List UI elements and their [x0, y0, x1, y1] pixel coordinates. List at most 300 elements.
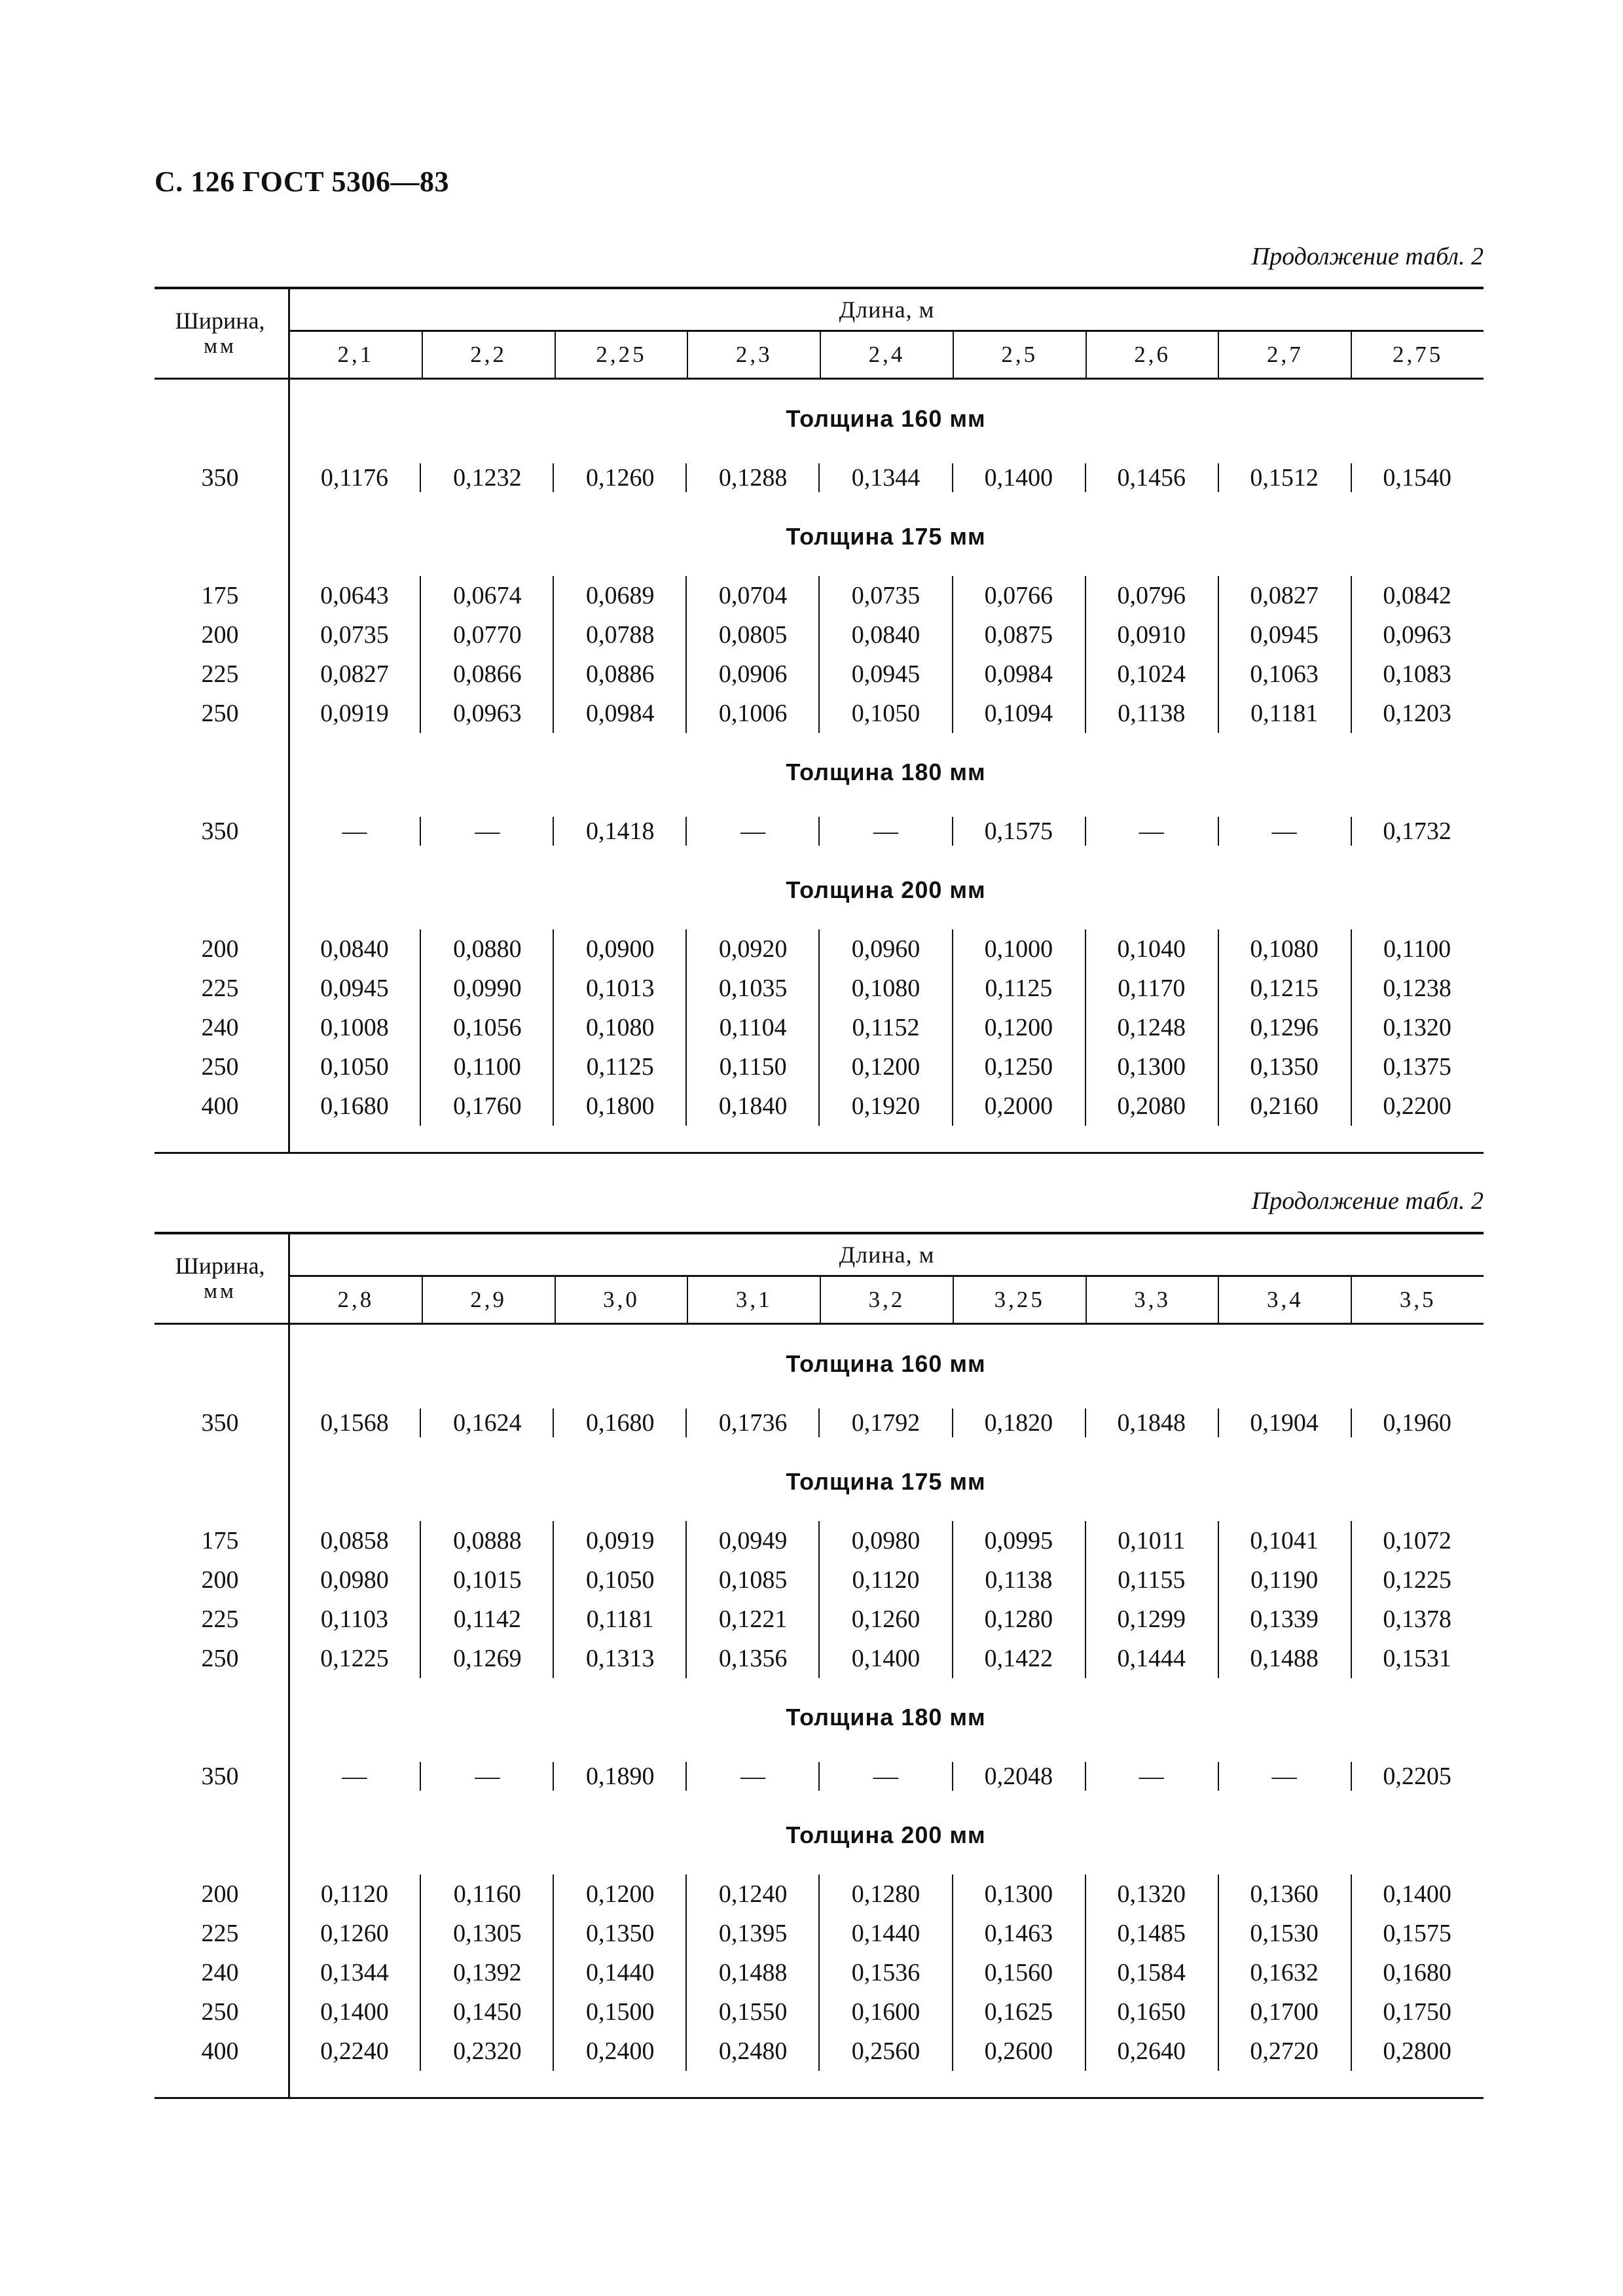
volume-value: 0,1500 — [585, 1998, 655, 2026]
volume-value: 0,1041 — [1250, 1527, 1319, 1554]
volume-value: 0,2080 — [1117, 1092, 1186, 1120]
length-column-header: 3,25 — [954, 1277, 1087, 1323]
table-row — [155, 1403, 1484, 1443]
row-values — [288, 1998, 1484, 2026]
thickness-section-title: Толщина 200 мм — [786, 1821, 986, 1848]
volume-value: 0,1238 — [1383, 975, 1451, 1002]
volume-value: 0,0858 — [320, 1527, 389, 1554]
volume-value: 0,2800 — [1383, 2037, 1451, 2065]
volume-value: 0,1422 — [984, 1645, 1053, 1672]
width-value: 350 — [201, 464, 239, 492]
volume-value: 0,1040 — [1117, 935, 1186, 963]
volume-value: 0,1250 — [984, 1053, 1053, 1081]
volume-value: 0,1200 — [984, 1014, 1053, 1041]
volume-value: 0,1350 — [1250, 1053, 1319, 1081]
volume-value: 0,1575 — [1383, 1920, 1451, 1947]
width-value: 200 — [201, 935, 239, 963]
table-tail-space — [155, 2071, 1484, 2097]
volume-value: 0,0840 — [320, 935, 389, 963]
table-row — [155, 615, 1484, 655]
volume-value: 0,1050 — [585, 1566, 655, 1594]
volume-value: 0,0842 — [1383, 582, 1451, 609]
thickness-section-title: Толщина 180 мм — [786, 1704, 986, 1731]
row-values — [288, 1644, 1484, 1673]
table-row — [155, 1757, 1484, 1796]
volume-value: — — [342, 1763, 367, 1790]
row-values — [288, 1880, 1484, 1909]
volume-value: 0,2000 — [984, 1092, 1053, 1120]
row-values — [288, 1052, 1484, 1081]
volume-value: 0,1103 — [320, 1605, 388, 1633]
length-column-header: 2,4 — [821, 332, 954, 378]
row-values — [288, 463, 1484, 492]
width-value: 240 — [201, 1959, 239, 1986]
length-column-header: 3,1 — [688, 1277, 821, 1323]
volume-value: 0,1248 — [1117, 1014, 1186, 1041]
volume-value: 0,0910 — [1117, 621, 1186, 649]
volume-value: 0,1650 — [1117, 1998, 1186, 2026]
row-values — [288, 1919, 1484, 1948]
table-row — [155, 969, 1484, 1008]
volume-value: 0,1138 — [985, 1566, 1053, 1594]
volume-value: 0,1260 — [851, 1605, 921, 1633]
table-header — [155, 1234, 1484, 1323]
volume-value: 0,1305 — [453, 1920, 522, 1947]
volume-value: 0,0919 — [320, 700, 389, 727]
volume-value: 0,1200 — [851, 1053, 921, 1081]
width-header-label: Ширина, — [175, 1252, 265, 1279]
thickness-group — [155, 1403, 1484, 1443]
volume-value: 0,1072 — [1383, 1527, 1451, 1554]
volume-value: 0,1375 — [1383, 1053, 1451, 1081]
volume-value: 0,0689 — [585, 582, 655, 609]
volume-value: 0,1488 — [718, 1959, 788, 1986]
volume-value: 0,1792 — [851, 1409, 921, 1437]
volume-value: 0,1800 — [585, 1092, 655, 1120]
length-header — [288, 289, 1484, 378]
volume-value: 0,0995 — [984, 1527, 1053, 1554]
volume-value: 0,1550 — [718, 1998, 788, 2026]
volume-value: 0,1181 — [1250, 700, 1319, 727]
thickness-section-title: Толщина 200 мм — [786, 876, 986, 903]
volume-value: 0,1080 — [1250, 935, 1319, 963]
volume-value: 0,1568 — [320, 1409, 389, 1437]
volume-value: 0,1350 — [585, 1920, 655, 1947]
volume-value: 0,0770 — [453, 621, 522, 649]
volume-value: 0,0796 — [1117, 582, 1186, 609]
volume-value: 0,1760 — [453, 1092, 522, 1120]
volume-value: 0,1530 — [1250, 1920, 1319, 1947]
volume-value: 0,1008 — [320, 1014, 389, 1041]
volume-value: 0,1512 — [1250, 464, 1319, 492]
volume-value: 0,1300 — [984, 1880, 1053, 1908]
volume-value: 0,0840 — [851, 621, 921, 649]
volume-value: 0,0766 — [984, 582, 1053, 609]
continuation-label: Продолжение табл. 2 — [1251, 1187, 1484, 1215]
volume-value: 0,1463 — [984, 1920, 1053, 1947]
row-values — [288, 2037, 1484, 2066]
volume-value: 0,1215 — [1250, 975, 1319, 1002]
length-column-header: 3,2 — [821, 1277, 954, 1323]
volume-value: 0,1632 — [1250, 1959, 1319, 1986]
volume-value: 0,1181 — [586, 1605, 654, 1633]
width-value: 200 — [201, 1566, 239, 1594]
table-row — [155, 1047, 1484, 1086]
volume-value: 0,0960 — [851, 935, 921, 963]
thickness-group — [155, 1521, 1484, 1678]
volume-value: 0,1540 — [1383, 464, 1451, 492]
row-values — [288, 581, 1484, 610]
width-header-unit: мм — [204, 334, 236, 359]
table-row — [155, 1953, 1484, 1992]
volume-value: 0,1820 — [984, 1409, 1053, 1437]
volume-value: 0,1170 — [1118, 975, 1186, 1002]
length-column-header: 2,9 — [423, 1277, 556, 1323]
volume-value: 0,1848 — [1117, 1409, 1186, 1437]
length-header-label: Длина, м — [290, 1234, 1484, 1277]
volume-value: 0,1440 — [851, 1920, 921, 1947]
width-value: 240 — [201, 1014, 239, 1041]
length-column-header: 2,75 — [1393, 342, 1444, 367]
volume-value: 0,0990 — [453, 975, 522, 1002]
volume-value: 0,2600 — [984, 2037, 1053, 2065]
volume-value: 0,1190 — [1250, 1566, 1319, 1594]
volume-value: 0,1624 — [453, 1409, 522, 1437]
volume-value: 0,1142 — [453, 1605, 521, 1633]
volume-value: 0,2048 — [984, 1763, 1053, 1790]
volume-value: 0,1378 — [1383, 1605, 1451, 1633]
volume-value: — — [1271, 817, 1297, 845]
volume-value: 0,0919 — [585, 1527, 655, 1554]
volume-value: 0,0886 — [585, 660, 655, 688]
volume-value: 0,1015 — [453, 1566, 522, 1594]
thickness-group — [155, 812, 1484, 851]
thickness-section-title: Толщина 180 мм — [786, 759, 986, 785]
volume-value: 0,1320 — [1117, 1880, 1186, 1908]
volume-value: 0,2320 — [453, 2037, 522, 2065]
row-values — [288, 1013, 1484, 1042]
thickness-section-title: Толщина 160 мм — [786, 405, 986, 432]
volume-value: 0,1050 — [851, 700, 921, 727]
volume-value: 0,0788 — [585, 621, 655, 649]
volume-value: — — [740, 1763, 766, 1790]
volume-value: — — [873, 1763, 898, 1790]
volume-value: 0,1050 — [320, 1053, 389, 1081]
volume-value: 0,1360 — [1250, 1880, 1319, 1908]
length-column-header: 3,4 — [1219, 1277, 1352, 1323]
volume-value: 0,1150 — [719, 1053, 787, 1081]
volume-value: 0,2640 — [1117, 2037, 1186, 2065]
volume-value: 0,1575 — [984, 817, 1053, 845]
length-column-header: 2,7 — [1219, 332, 1352, 378]
width-value: 350 — [201, 817, 239, 845]
volume-value: 0,1080 — [585, 1014, 655, 1041]
row-values — [288, 699, 1484, 728]
volume-value: 0,1240 — [718, 1880, 788, 1908]
length-column-header: 3,0 — [556, 1277, 689, 1323]
volume-value: 0,0643 — [320, 582, 389, 609]
table-header — [155, 289, 1484, 378]
volume-value: 0,1320 — [1383, 1014, 1451, 1041]
volume-value: 0,1011 — [1118, 1527, 1186, 1554]
width-value: 225 — [201, 1920, 239, 1947]
width-header-unit: мм — [204, 1280, 236, 1304]
volume-value: — — [1271, 1763, 1297, 1790]
volume-value: 0,0963 — [453, 700, 522, 727]
width-value: 200 — [201, 1880, 239, 1908]
volume-value: — — [1139, 817, 1164, 845]
volume-value: 0,2205 — [1383, 1763, 1451, 1790]
volume-value: — — [740, 817, 766, 845]
volume-value: 0,1006 — [718, 700, 788, 727]
volume-value: 0,1200 — [585, 1880, 655, 1908]
thickness-group — [155, 576, 1484, 733]
volume-value: 0,0827 — [320, 660, 389, 688]
volume-value: 0,1418 — [585, 817, 655, 845]
table-body — [155, 378, 1484, 1152]
width-value: 400 — [201, 1092, 239, 1120]
volume-value: 0,1736 — [718, 1409, 788, 1437]
length-column-header: 2,2 — [423, 332, 556, 378]
volume-value: 0,1280 — [851, 1880, 921, 1908]
volume-value: 0,1392 — [453, 1959, 522, 1986]
volume-value: 0,1280 — [984, 1605, 1053, 1633]
width-value: 225 — [201, 660, 239, 688]
volume-value: 0,1013 — [585, 975, 655, 1002]
width-value: 350 — [201, 1763, 239, 1790]
row-values — [288, 660, 1484, 689]
row-values — [288, 1092, 1484, 1121]
volume-value: — — [873, 817, 898, 845]
volume-value: 0,0980 — [320, 1566, 389, 1594]
volume-value: — — [342, 817, 367, 845]
table-row — [155, 1086, 1484, 1126]
volume-value: 0,1035 — [718, 975, 788, 1002]
width-value: 400 — [201, 2037, 239, 2065]
width-value: 225 — [201, 1605, 239, 1633]
volume-value: 0,1584 — [1117, 1959, 1186, 1986]
width-value: 250 — [201, 1053, 239, 1081]
volume-value: 0,0980 — [851, 1527, 921, 1554]
volume-value: 0,1700 — [1250, 1998, 1319, 2026]
thickness-group — [155, 1757, 1484, 1796]
table-row — [155, 1874, 1484, 1914]
length-column-header: 2,8 — [290, 1277, 423, 1323]
length-columns — [290, 1277, 1484, 1323]
width-value: 250 — [201, 1645, 239, 1672]
table-row — [155, 812, 1484, 851]
row-values — [288, 1408, 1484, 1437]
volume-value: 0,1300 — [1117, 1053, 1186, 1081]
volume-value: 0,1960 — [1383, 1409, 1451, 1437]
volume-value: 0,1485 — [1117, 1920, 1186, 1947]
volume-value: 0,1339 — [1250, 1605, 1319, 1633]
thickness-group — [155, 458, 1484, 497]
length-column-header: 2,6 — [1087, 332, 1220, 378]
volume-value: 0,1560 — [984, 1959, 1053, 1986]
volume-value: 0,1269 — [453, 1645, 522, 1672]
volume-value: 0,2720 — [1250, 2037, 1319, 2065]
table-row — [155, 2032, 1484, 2071]
volume-value: 0,1024 — [1117, 660, 1186, 688]
length-header-label: Длина, м — [290, 289, 1484, 332]
volume-value: 0,1840 — [718, 1092, 788, 1120]
volume-value: 0,1080 — [851, 975, 921, 1002]
row-values — [288, 817, 1484, 846]
row-values — [288, 1605, 1484, 1634]
volume-value: 0,1625 — [984, 1998, 1053, 2026]
volume-value: 0,0704 — [718, 582, 788, 609]
volume-value: 0,1232 — [453, 464, 522, 492]
volume-value: 0,1160 — [453, 1880, 521, 1908]
volume-value: 0,0880 — [453, 935, 522, 963]
volume-value: 0,1750 — [1383, 1998, 1451, 2026]
volume-value: 0,0674 — [453, 582, 522, 609]
row-values — [288, 620, 1484, 649]
volume-value: 0,1138 — [1118, 700, 1186, 727]
width-header — [155, 1234, 285, 1323]
volume-value: 0,1313 — [585, 1645, 655, 1672]
length-column-header: 2,25 — [556, 332, 689, 378]
table-row — [155, 655, 1484, 694]
volume-value: 0,0963 — [1383, 621, 1451, 649]
thickness-section-title: Толщина 175 мм — [786, 523, 986, 550]
volume-value: 0,0945 — [320, 975, 389, 1002]
continuation-label: Продолжение табл. 2 — [1251, 243, 1484, 270]
volume-value: 0,0735 — [851, 582, 921, 609]
thickness-group — [155, 929, 1484, 1126]
volume-value: 0,1225 — [320, 1645, 389, 1672]
volume-value: 0,1225 — [1383, 1566, 1451, 1594]
length-header — [288, 1234, 1484, 1323]
volume-value: 0,1680 — [1383, 1959, 1451, 1986]
length-column-header: 3,5 — [1399, 1287, 1436, 1312]
volume-value: 0,1296 — [1250, 1014, 1319, 1041]
length-column-header: 3,3 — [1087, 1277, 1220, 1323]
width-value: 350 — [201, 1409, 239, 1437]
volume-value: 0,1450 — [453, 1998, 522, 2026]
volume-value: — — [1139, 1763, 1164, 1790]
length-column-header: 2,5 — [954, 332, 1087, 378]
volume-value: 0,1120 — [852, 1566, 920, 1594]
volume-value: 0,1056 — [453, 1014, 522, 1041]
table-row — [155, 1521, 1484, 1560]
table-row — [155, 929, 1484, 969]
volume-value: 0,1356 — [718, 1645, 788, 1672]
volume-value: 0,1125 — [985, 975, 1053, 1002]
volume-value: 0,1104 — [719, 1014, 787, 1041]
volume-value: 0,1920 — [851, 1092, 921, 1120]
table-body — [155, 1323, 1484, 2097]
volume-value: 0,1288 — [718, 464, 788, 492]
table-row — [155, 1560, 1484, 1600]
volume-value: 0,1400 — [851, 1645, 921, 1672]
volume-value: 0,1904 — [1250, 1409, 1319, 1437]
volume-value: 0,1152 — [852, 1014, 920, 1041]
table-row — [155, 1600, 1484, 1639]
table-row — [155, 458, 1484, 497]
row-values — [288, 1566, 1484, 1594]
volume-value: 0,0906 — [718, 660, 788, 688]
volume-value: 0,1203 — [1383, 700, 1451, 727]
volume-value: 0,1400 — [320, 1998, 389, 2026]
volume-value: 0,1085 — [718, 1566, 788, 1594]
volume-value: 0,1100 — [453, 1053, 521, 1081]
width-value: 200 — [201, 621, 239, 649]
volume-value: 0,2160 — [1250, 1092, 1319, 1120]
volume-value: 0,1344 — [851, 464, 921, 492]
volume-value: 0,1260 — [585, 464, 655, 492]
row-values — [288, 1762, 1484, 1791]
volume-value: 0,1120 — [320, 1880, 388, 1908]
volume-value: 0,1395 — [718, 1920, 788, 1947]
table-row — [155, 694, 1484, 733]
row-values — [288, 935, 1484, 963]
table-row — [155, 1008, 1484, 1047]
volume-value: — — [475, 817, 500, 845]
volume-value: 0,0900 — [585, 935, 655, 963]
thickness-section-title: Толщина 175 мм — [786, 1468, 986, 1495]
volume-value: 0,1155 — [1118, 1566, 1186, 1594]
thickness-group — [155, 1874, 1484, 2071]
volume-value: 0,1260 — [320, 1920, 389, 1947]
volume-value: 0,1221 — [718, 1605, 788, 1633]
volume-value: 0,1680 — [585, 1409, 655, 1437]
volume-value: 0,1536 — [851, 1959, 921, 1986]
width-value: 225 — [201, 975, 239, 1002]
length-column-header: 2,1 — [290, 332, 423, 378]
row-values — [288, 1958, 1484, 1987]
volume-value: 0,1094 — [984, 700, 1053, 727]
width-value: 175 — [201, 1527, 239, 1554]
thickness-section-title: Толщина 160 мм — [786, 1350, 986, 1377]
volume-value: 0,2400 — [585, 2037, 655, 2065]
volume-value: 0,1063 — [1250, 660, 1319, 688]
volume-value: 0,1680 — [320, 1092, 389, 1120]
volume-value: 0,0945 — [1250, 621, 1319, 649]
volume-value: 0,1000 — [984, 935, 1053, 963]
volume-value: 0,0866 — [453, 660, 522, 688]
volume-value: 0,1890 — [585, 1763, 655, 1790]
table-row — [155, 1639, 1484, 1678]
volume-value: 0,1444 — [1117, 1645, 1186, 1672]
volume-value: 0,1440 — [585, 1959, 655, 1986]
volume-value: 0,0827 — [1250, 582, 1319, 609]
page-header: С. 126 ГОСТ 5306—83 — [155, 166, 450, 198]
table-row — [155, 576, 1484, 615]
table-row — [155, 1914, 1484, 1953]
volume-value: 0,1176 — [320, 464, 388, 492]
volume-value: 0,1732 — [1383, 817, 1451, 845]
table-row — [155, 1992, 1484, 2032]
data-table — [155, 287, 1484, 1154]
volume-value: — — [475, 1763, 500, 1790]
volume-value: 0,0735 — [320, 621, 389, 649]
row-values — [288, 1526, 1484, 1555]
volume-value: 0,0945 — [851, 660, 921, 688]
volume-value: 0,2240 — [320, 2037, 389, 2065]
volume-value: 0,1600 — [851, 1998, 921, 2026]
table-tail-space — [155, 1126, 1484, 1152]
width-header-label: Ширина, — [175, 307, 265, 334]
volume-value: 0,2560 — [851, 2037, 921, 2065]
volume-value: 0,0875 — [984, 621, 1053, 649]
volume-value: 0,0920 — [718, 935, 788, 963]
data-table — [155, 1232, 1484, 2099]
row-values — [288, 974, 1484, 1003]
volume-value: 0,2480 — [718, 2037, 788, 2065]
length-column-header: 2,3 — [688, 332, 821, 378]
